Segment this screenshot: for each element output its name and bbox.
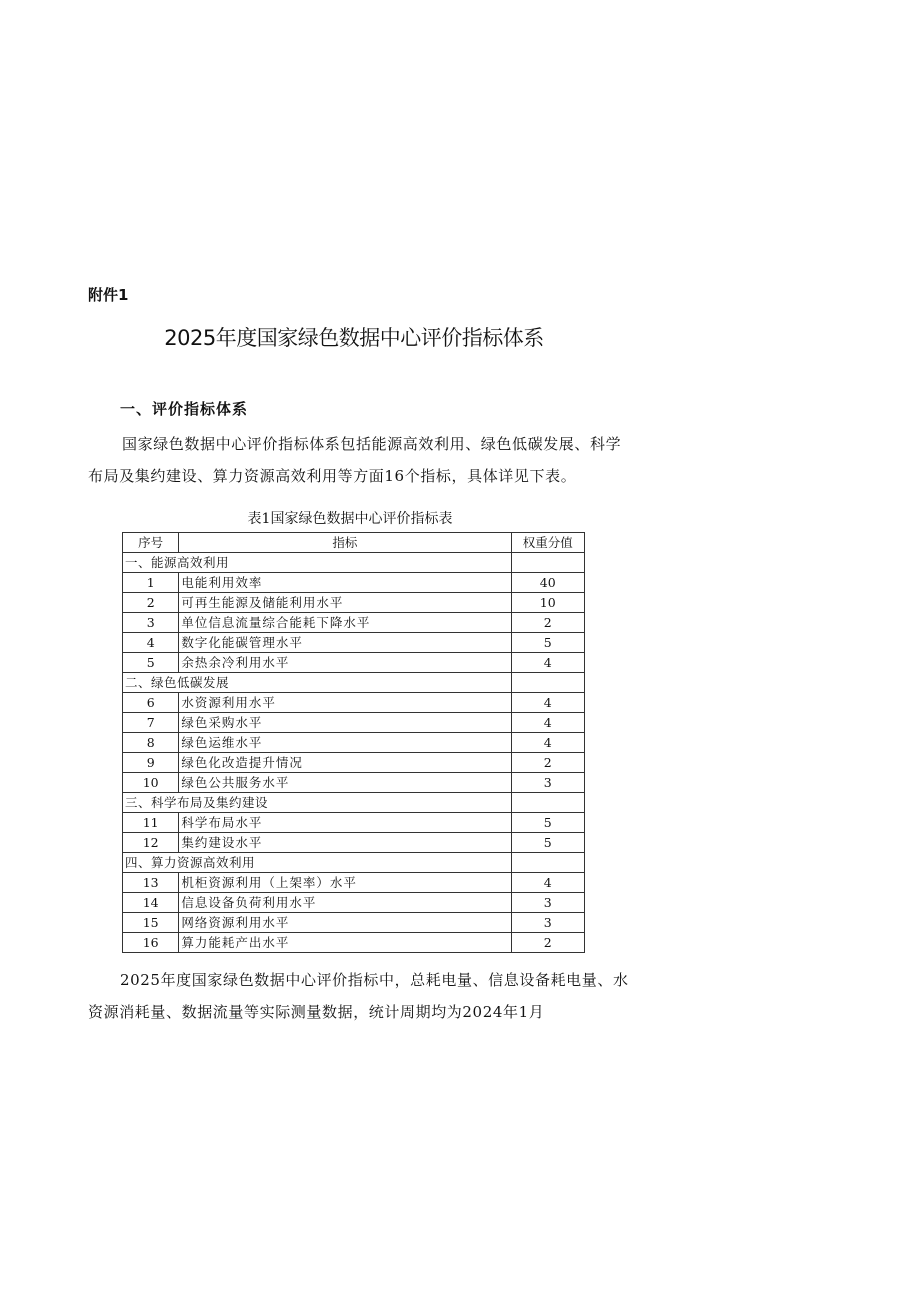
table-row: [123, 573, 585, 593]
weight-cell: 4: [511, 733, 584, 753]
indicator-table: [122, 532, 585, 953]
category-row: [123, 793, 585, 813]
table-caption: 表1国家绿色数据中心评价指标表: [247, 511, 453, 527]
table-row: [123, 613, 585, 633]
indicator-cell: 单位信息流量综合能耗下降水平: [179, 613, 511, 633]
indicator-cell: 绿色化改造提升情况: [179, 753, 511, 773]
table-row: [123, 753, 585, 773]
weight-cell: 40: [511, 573, 584, 593]
category-row: [123, 853, 585, 873]
serial-cell: 11: [123, 813, 179, 833]
indicator-cell: 科学布局水平: [179, 813, 511, 833]
attachment-label: 附件1: [88, 286, 129, 304]
header-weight: 权重分值: [511, 533, 584, 553]
indicator-cell: 绿色运维水平: [179, 733, 511, 753]
indicator-cell: 绿色公共服务水平: [179, 773, 511, 793]
category-weight-empty: [511, 853, 584, 873]
table-header-row: [123, 533, 585, 553]
table-row: [123, 593, 585, 613]
indicator-cell: 网络资源利用水平: [179, 913, 511, 933]
table-row: [123, 933, 585, 953]
category-weight-empty: [511, 553, 584, 573]
weight-cell: 5: [511, 813, 584, 833]
table-row: [123, 693, 585, 713]
document-title: 2025年度国家绿色数据中心评价指标体系: [164, 326, 544, 350]
intro-paragraph: 国家绿色数据中心评价指标体系包括能源高效利用、绿色低碳发展、科学布局及集约建设、算力资源高效利用等方面16个指标，具体详见下表。: [88, 435, 622, 485]
table-row: [123, 913, 585, 933]
category-name: 二、绿色低碳发展: [123, 673, 512, 693]
serial-cell: 9: [123, 753, 179, 773]
table-row: [123, 873, 585, 893]
weight-cell: 3: [511, 893, 584, 913]
header-indicator: 指标: [179, 533, 511, 553]
indicator-cell: 算力能耗产出水平: [179, 933, 511, 953]
serial-cell: 14: [123, 893, 179, 913]
weight-cell: 3: [511, 773, 584, 793]
indicator-cell: 绿色采购水平: [179, 713, 511, 733]
weight-cell: 4: [511, 653, 584, 673]
table-row: [123, 733, 585, 753]
weight-cell: 4: [511, 693, 584, 713]
serial-cell: 2: [123, 593, 179, 613]
indicator-cell: 集约建设水平: [179, 833, 511, 853]
serial-cell: 4: [123, 633, 179, 653]
weight-cell: 4: [511, 713, 584, 733]
weight-cell: 5: [511, 633, 584, 653]
indicator-cell: 机柜资源利用（上架率）水平: [179, 873, 511, 893]
indicator-cell: 可再生能源及储能利用水平: [179, 593, 511, 613]
category-row: [123, 553, 585, 573]
table-body: [123, 553, 585, 953]
weight-cell: 2: [511, 933, 584, 953]
serial-cell: 1: [123, 573, 179, 593]
indicator-cell: 数字化能碳管理水平: [179, 633, 511, 653]
weight-cell: 3: [511, 913, 584, 933]
table-row: [123, 633, 585, 653]
weight-cell: 10: [511, 593, 584, 613]
table-row: [123, 833, 585, 853]
weight-cell: 5: [511, 833, 584, 853]
weight-cell: 2: [511, 753, 584, 773]
serial-cell: 13: [123, 873, 179, 893]
section-heading: 一、评价指标体系: [120, 400, 249, 418]
table-row: [123, 713, 585, 733]
serial-cell: 10: [123, 773, 179, 793]
category-name: 一、能源高效利用: [123, 553, 512, 573]
serial-cell: 7: [123, 713, 179, 733]
serial-cell: 5: [123, 653, 179, 673]
serial-cell: 3: [123, 613, 179, 633]
weight-cell: 2: [511, 613, 584, 633]
serial-cell: 15: [123, 913, 179, 933]
category-weight-empty: [511, 673, 584, 693]
category-name: 三、科学布局及集约建设: [123, 793, 512, 813]
header-serial: 序号: [123, 533, 179, 553]
serial-cell: 8: [123, 733, 179, 753]
indicator-cell: 水资源利用水平: [179, 693, 511, 713]
table-row: [123, 893, 585, 913]
table-row: [123, 773, 585, 793]
table-row: [123, 813, 585, 833]
weight-cell: 4: [511, 873, 584, 893]
serial-cell: 16: [123, 933, 179, 953]
table-row: [123, 653, 585, 673]
indicator-cell: 电能利用效率: [179, 573, 511, 593]
category-weight-empty: [511, 793, 584, 813]
indicator-cell: 余热余冷利用水平: [179, 653, 511, 673]
indicator-cell: 信息设备负荷利用水平: [179, 893, 511, 913]
category-row: [123, 673, 585, 693]
closing-paragraph: 2025年度国家绿色数据中心评价指标中，总耗电量、信息设备耗电量、水资源消耗量、数据流量等实际测量数据，统计周期均为2024年1月: [88, 971, 629, 1021]
serial-cell: 12: [123, 833, 179, 853]
category-name: 四、算力资源高效利用: [123, 853, 512, 873]
serial-cell: 6: [123, 693, 179, 713]
